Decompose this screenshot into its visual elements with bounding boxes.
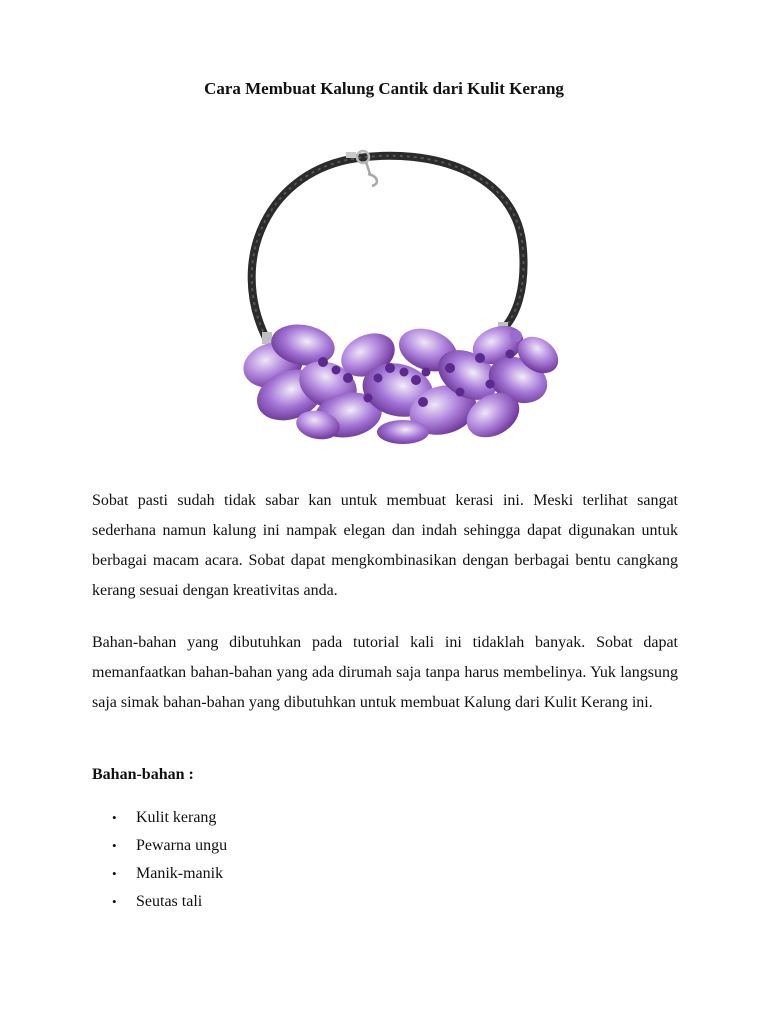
- bullet-icon: •: [112, 866, 117, 881]
- paragraph-intro: Sobat pasti sudah tidak sabar kan untuk membuat kerasi ini. Meski terlihat sangat sederhana namun kalung ini nampak elegan dan indah sehingga dapat digunakan untuk berbagai macam acara. Sobat dapat mengkombinasikan dengan berbagai bentu cangkang kerang sesuai dengan kreativitas anda.: [92, 492, 678, 599]
- list-item-text: Manik-manik: [136, 865, 224, 882]
- bullet-icon: •: [112, 838, 117, 853]
- list-item-text: Seutas tali: [136, 893, 203, 910]
- necklace-cord: [252, 156, 524, 338]
- cord-end-left: [262, 332, 272, 344]
- materials-list: [92, 804, 227, 916]
- list-item-text: Kulit kerang: [136, 809, 217, 826]
- list-item: [92, 860, 227, 888]
- list-item: [92, 832, 227, 860]
- necklace-image: [228, 140, 578, 445]
- paragraph-materials-intro: Bahan-bahan yang dibutuhkan pada tutorial kali ini tidaklah banyak. Sobat dapat memanfaatkan bahan-bahan yang ada dirumah saja tanpa harus membelinya. Yuk langsung saja simak bahan-bahan yang dibutuhkan untuk membuat Kalung dari Kulit Kerang ini.: [92, 634, 678, 711]
- list-item: [92, 888, 227, 916]
- document-title: Cara Membuat Kalung Cantik dari Kulit Kerang: [204, 79, 564, 98]
- list-item-text: Pewarna ungu: [136, 837, 228, 854]
- materials-heading: Bahan-bahan :: [92, 766, 194, 783]
- bullet-icon: •: [112, 810, 117, 825]
- list-item: [92, 804, 227, 832]
- bullet-icon: •: [112, 894, 117, 909]
